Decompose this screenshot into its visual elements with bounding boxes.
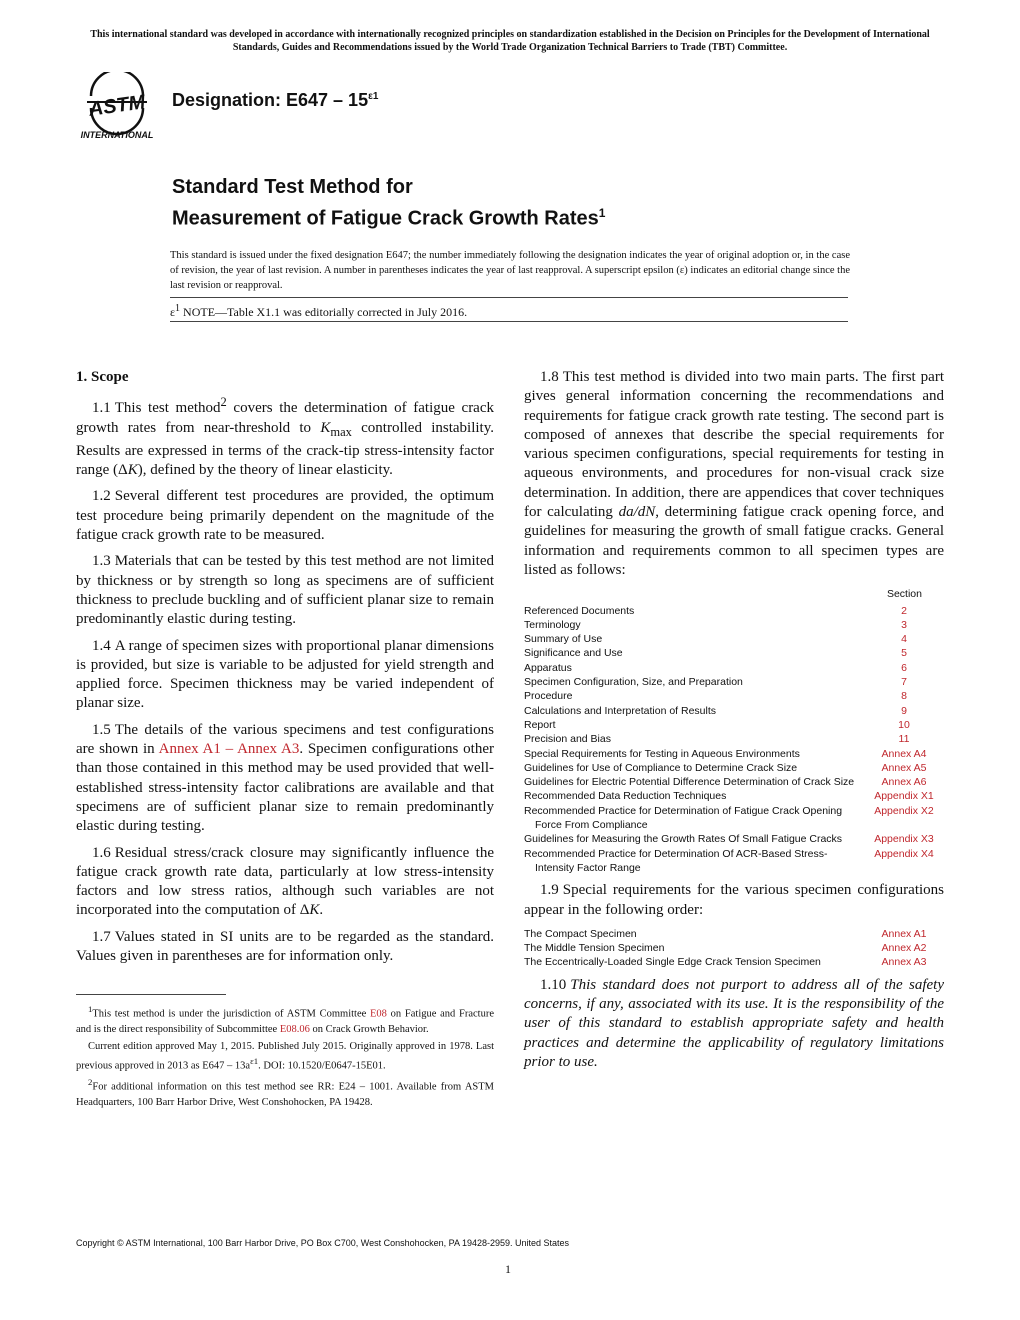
table-row bbox=[524, 661, 944, 675]
table-row bbox=[524, 604, 944, 618]
section-link[interactable]: Annex A5 bbox=[881, 761, 927, 774]
section-link[interactable]: 9 bbox=[901, 704, 907, 717]
section-column-header: Section bbox=[886, 588, 922, 601]
row-label: Guidelines for Electric Potential Difference Determination of Crack Size bbox=[524, 776, 855, 789]
row-label: Special Requirements for Testing in Aqueous Environments bbox=[524, 747, 800, 760]
divider bbox=[170, 297, 848, 298]
epsilon-note: $\varepsilon^1$ NOTE—Table X1.1 was editorially corrected in July 2016. bbox=[170, 303, 468, 319]
table-row bbox=[524, 632, 944, 646]
annex-link[interactable]: Annex A1 – Annex A3 bbox=[158, 741, 300, 758]
paragraph-1-2: 1.2 Several different test procedures are provided, the optimum test procedure being primarily dependent on the magnitude of the fatigue crack growth rate to be measured. bbox=[76, 488, 494, 544]
committee-link[interactable]: E08 bbox=[370, 1008, 387, 1020]
divider bbox=[170, 321, 848, 322]
section-link[interactable]: Appendix X2 bbox=[874, 804, 934, 817]
row-label: Guidelines for Use of Compliance to Determine Crack Size bbox=[524, 761, 798, 774]
paragraph-1-3: 1.3 Materials that can be tested by this test method are not limited by thickness or by strength so long as specimens are of sufficient thickness to preclude buckling and of sufficient planar size to remain predominantly elastic during testing. bbox=[76, 553, 494, 628]
table-row bbox=[524, 804, 944, 833]
row-label: The Middle Tension Specimen bbox=[524, 942, 665, 955]
astm-logo bbox=[72, 72, 162, 144]
paragraph-1-4: 1.4 A range of specimen sizes with proportional planar dimensions is provided, but size is variable to be adjusted for yield strength and applied force. Specimen thickness may be varied independent of planar size. bbox=[76, 637, 494, 712]
table-row bbox=[524, 689, 944, 703]
title-line-2: Measurement of Fatigue Crack Growth Rates$^1$ bbox=[172, 206, 606, 230]
section-link[interactable]: Annex A6 bbox=[881, 776, 927, 789]
table-row bbox=[524, 789, 944, 803]
row-label: Guidelines for Measuring the Growth Rates Of Small Fatigue Cracks bbox=[524, 833, 843, 846]
footnote-1: $^1$This test method is under the jurisdiction of ASTM Committee E08 on Fatigue and Fracture and is the direct responsibility of Subcommittee E08.06 on Crack Growth Behavior. bbox=[76, 1004, 495, 1035]
section-link[interactable]: Annex A3 bbox=[881, 956, 927, 969]
footnotes bbox=[76, 1002, 494, 1112]
table-row bbox=[524, 718, 944, 732]
paragraph-1-6: 1.6 Residual stress/crack closure may significantly influence the fatigue crack growth rate data, particularly at low stress-intensity factors and low stress ratios, although such variables are not incorporated into the computation of ΔK. bbox=[76, 844, 494, 919]
paragraph-1-7: 1.7 Values stated in SI units are to be regarded as the standard. Values given in parentheses are for information only. bbox=[76, 928, 494, 965]
specimen-table bbox=[524, 927, 944, 970]
section-link[interactable]: 3 bbox=[901, 618, 907, 631]
document-title bbox=[172, 174, 605, 232]
row-label: Recommended Practice for Determination Of ACR-Based Stress-Intensity Factor Range bbox=[524, 847, 828, 874]
section-link[interactable]: Annex A1 bbox=[881, 927, 927, 940]
table-row bbox=[524, 832, 944, 846]
row-label: Significance and Use bbox=[524, 647, 623, 660]
copyright: Copyright © ASTM International, 100 Barr Harbor Drive, PO Box C700, West Conshohocken, PA 19428-2959. United States bbox=[76, 1238, 570, 1248]
section-link[interactable]: Annex A4 bbox=[881, 747, 927, 760]
section-link[interactable]: 8 bbox=[901, 690, 907, 703]
footnote-1-edition: Current edition approved May 1, 2015. Published July 2015. Originally approved in 1978. Last previous approved in 2013 as $E647 - 13a^{\varepsilon 1}$. DOI: 10.1520/E0647-15E01. bbox=[76, 1040, 494, 1071]
table-row bbox=[524, 927, 944, 941]
designation: Designation: $E647 - 15^{\varepsilon 1}$ bbox=[172, 90, 379, 110]
table-row bbox=[524, 941, 944, 955]
left-column bbox=[76, 368, 494, 973]
row-label: Terminology bbox=[524, 618, 581, 631]
table-row bbox=[524, 646, 944, 660]
section-link[interactable]: 6 bbox=[901, 661, 907, 674]
paragraph-1-9: 1.9 Special requirements for the various specimen configurations appear in the following order: bbox=[524, 882, 944, 918]
paragraph-1-1: 1.1 This test method$^2$ covers the determination of fatigue crack growth rates from near-threshold to $K_{max}$ controlled instability. Results are expressed in terms of the crack-tip stress-intensity factor range (ΔK), defined by the theory of linear elasticity. bbox=[76, 395, 495, 479]
table-row bbox=[524, 675, 944, 689]
section-link[interactable]: 4 bbox=[901, 633, 907, 646]
logo-subtext: INTERNATIONAL bbox=[80, 130, 154, 140]
row-label: Calculations and Interpretation of Results bbox=[524, 704, 717, 717]
row-label: Referenced Documents bbox=[524, 604, 635, 617]
section-link[interactable]: 10 bbox=[898, 718, 910, 731]
paragraph-1-8: 1.8 This test method is divided into two main parts. The first part gives general information concerning the recommendations and requirements for fatigue crack growth rate testing. The second part is composed of annexes that describe the special requirements for various specimen configurations, special requirements for testing in aqueous environments, and procedures for non-visual crack size determination. In addition, there are appendices that cover techniques for calculating da/dN, determining fatigue crack opening force, and guidelines for measuring the growth of small fatigue cracks. General information and requirements common to all specimen types are listed as follows: bbox=[524, 369, 944, 578]
section-link[interactable]: 11 bbox=[898, 733, 910, 746]
row-label: Procedure bbox=[524, 690, 573, 703]
issue-note: This standard is issued under the fixed designation E647; the number immediately following the designation indicates the year of original adoption or, in the case of revision, the year of last revision. A number in parentheses indicates the year of last reapproval. A superscript epsilon (ε) indicates an editorial change since the last revision or reapproval. bbox=[170, 250, 850, 291]
row-label: Report bbox=[524, 718, 556, 731]
section-link[interactable]: 5 bbox=[901, 647, 907, 660]
row-label: Recommended Practice for Determination of Fatigue Crack Opening Force From Compliance bbox=[524, 804, 843, 832]
title-line-1: Standard Test Method for bbox=[172, 176, 413, 198]
logo-wordmark: ASTM bbox=[87, 91, 147, 121]
paragraph-1-5: 1.5 The details of the various specimens and test configurations are shown in Annex A1 – Annex A3. Specimen configurations other than those contained in this method may be used provided that well-established stress-intensity factor calibrations are available and that specimens are of sufficient planar size to remain predominantly elastic during testing. bbox=[76, 721, 494, 835]
international-notice: This international standard was developed in accordance with internationally recognized principles on standardization established in the Decision on Principles for the Development of International Standards, Guides and Recommendations issued by the World Trade Organization Technical Barriers to Trade (TBT) Committee. bbox=[90, 29, 930, 53]
section-link[interactable]: Appendix X1 bbox=[874, 790, 934, 803]
table-row bbox=[524, 618, 944, 632]
table-row bbox=[524, 732, 944, 746]
row-label: The Compact Specimen bbox=[524, 927, 637, 940]
footnote-divider bbox=[76, 994, 226, 995]
row-label: Precision and Bias bbox=[524, 733, 611, 746]
page-number: 1 bbox=[505, 1262, 511, 1276]
table-row bbox=[524, 847, 944, 876]
table-row bbox=[524, 704, 944, 718]
table-row bbox=[524, 955, 944, 969]
section-link[interactable]: 2 bbox=[901, 604, 907, 617]
right-column bbox=[524, 368, 944, 1079]
section-link[interactable]: Annex A2 bbox=[881, 942, 927, 955]
section-link[interactable]: Appendix X3 bbox=[874, 833, 934, 846]
row-label: Specimen Configuration, Size, and Preparation bbox=[524, 676, 743, 689]
footnote-2: $^2$For additional information on this test method see RR: E24 – 1001. Available from ASTM Headquarters, 100 Barr Harbor Drive, West Conshohocken, PA 19428. bbox=[76, 1077, 494, 1108]
row-label: Apparatus bbox=[524, 661, 572, 674]
row-label: The Eccentrically-Loaded Single Edge Crack Tension Specimen bbox=[524, 956, 821, 969]
paragraph-1-10: 1.10 This standard does not purport to address all of the safety concerns, if any, associated with its use. It is the responsibility of the user of this standard to establish appropriate safety and health practices and determine the applicability of regulatory limitations prior to use. bbox=[524, 976, 944, 1070]
table-row bbox=[524, 761, 944, 775]
section-heading-scope: 1. Scope bbox=[76, 369, 129, 385]
section-link[interactable]: Appendix X4 bbox=[874, 847, 934, 860]
table-row bbox=[524, 747, 944, 761]
subcommittee-link[interactable]: E08.06 bbox=[279, 1023, 310, 1035]
table-row bbox=[524, 775, 944, 789]
section-table bbox=[524, 587, 944, 875]
section-link[interactable]: 7 bbox=[901, 676, 907, 689]
row-label: Recommended Data Reduction Techniques bbox=[524, 790, 727, 803]
row-label: Summary of Use bbox=[524, 633, 603, 646]
